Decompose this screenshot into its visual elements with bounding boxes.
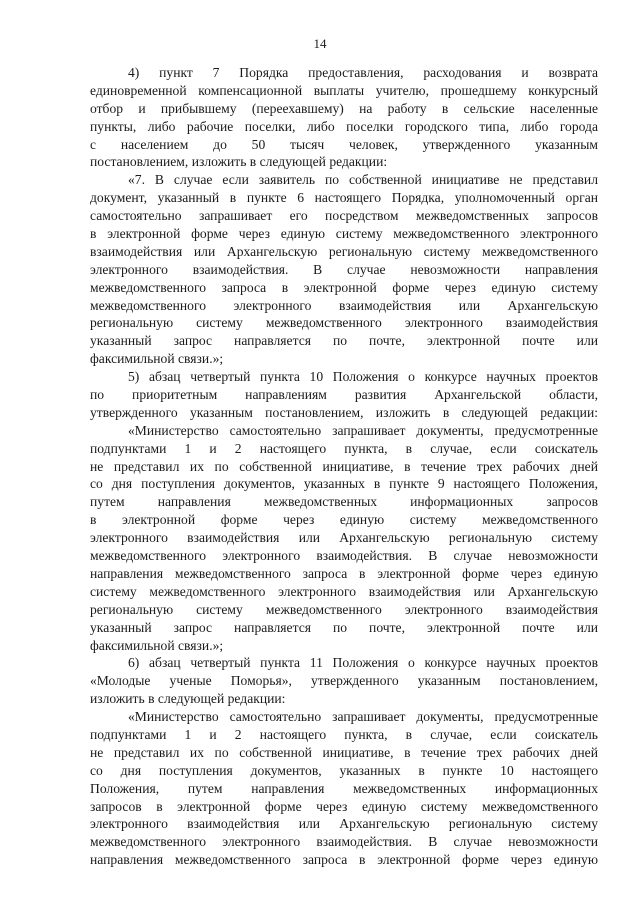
text-line: «Министерство самостоятельно запрашивает документы, предусмотренные xyxy=(128,422,598,438)
text-line: подпунктами 1 и 2 настоящего пункта, в случае, если соискатель xyxy=(90,726,598,742)
text-line: систему межведомственного электронного взаимодействия или Архангельскую xyxy=(90,583,598,599)
text-line: Положения, путем направления межведомственных информационных xyxy=(90,780,598,796)
page-number: 14 xyxy=(313,36,327,51)
text-line: изложить в следующей редакции: xyxy=(90,691,286,707)
text-line: электронного взаимодействия. В случае невозможности направления xyxy=(90,261,598,277)
text-line: направления межведомственного запроса в электронной форме через единую xyxy=(90,565,598,581)
text-line: «Министерство самостоятельно запрашивает документы, предусмотренные xyxy=(128,709,598,725)
text-line: электронного взаимодействия или Архангельскую региональную систему xyxy=(90,530,598,546)
document-body xyxy=(90,64,598,869)
text-line: самостоятельно запрашивает его посредством межведомственных запросов xyxy=(90,208,598,224)
text-line: единовременной компенсационной выплаты учителю, прошедшему конкурсный xyxy=(90,82,598,98)
text-line: межведомственного электронного взаимодействия. В случае невозможности xyxy=(90,548,598,564)
text-line: по приоритетным направлениям развития Архангельской области, xyxy=(90,387,598,403)
text-line: не представил их по собственной инициативе, в течение трех рабочих дней xyxy=(90,458,598,474)
text-line: путем направления межведомственных информационных запросов xyxy=(90,494,598,510)
text-line: с населением до 50 тысяч человек, утвержденного указанным xyxy=(90,136,598,152)
text-line: факсимильной связи.»; xyxy=(90,637,224,653)
text-line: документ, указанный в пункте 6 настоящего Порядка, уполномоченный орган xyxy=(90,190,598,206)
text-line: запросов в электронной форме через единую систему межведомственного xyxy=(90,798,598,814)
text-line: подпунктами 1 и 2 настоящего пункта, в случае, если соискатель xyxy=(90,440,598,456)
text-line: в электронной форме через единую систему межведомственного электронного xyxy=(90,226,598,242)
text-line: региональную систему межведомственного электронного взаимодействия xyxy=(90,601,598,617)
text-line: пункты, либо рабочие поселки, либо поселки городского типа, либо города xyxy=(90,118,598,134)
text-line: указанный запрос направляется по почте, электронной почте или xyxy=(90,333,598,349)
text-line: направления межведомственного запроса в электронной форме через единую xyxy=(90,852,598,868)
text-line: 5) абзац четвертый пункта 10 Положения о конкурсе научных проектов xyxy=(128,369,598,385)
text-line: факсимильной связи.»; xyxy=(90,351,224,367)
text-line: утвержденного указанным постановлением, изложить в следующей редакции: xyxy=(90,404,598,420)
text-line: региональную систему межведомственного электронного взаимодействия xyxy=(90,315,598,331)
text-line: не представил их по собственной инициативе, в течение трех рабочих дней xyxy=(90,744,598,760)
text-line: со дня поступления документов, указанных в пункте 10 настоящего xyxy=(90,762,598,778)
text-line: отбор и прибывшему (переехавшему) на работу в сельские населенные xyxy=(90,100,598,116)
text-line: межведомственного запроса в электронной форме через единую систему xyxy=(90,279,598,295)
text-line: 4) пункт 7 Порядка предоставления, расходования и возврата xyxy=(128,65,598,80)
text-line: электронного взаимодействия или Архангельскую региональную систему xyxy=(90,816,598,832)
text-line: 6) абзац четвертый пункта 11 Положения о конкурсе научных проектов xyxy=(128,655,598,671)
text-line: «7. В случае если заявитель по собственной инициативе не представил xyxy=(128,172,598,188)
text-line: межведомственного электронного взаимодействия или Архангельскую xyxy=(90,297,598,313)
text-line: со дня поступления документов, указанных в пункте 9 настоящего Положения, xyxy=(90,476,598,492)
text-line: взаимодействия или Архангельскую региональную систему межведомственного xyxy=(90,243,598,259)
text-line: межведомственного электронного взаимодействия. В случае невозможности xyxy=(90,834,598,850)
text-line: «Молодые ученые Поморья», утвержденного указанным постановлением, xyxy=(90,673,598,689)
text-line: постановлением, изложить в следующей редакции: xyxy=(90,154,388,170)
text-line: указанный запрос направляется по почте, электронной почте или xyxy=(90,619,598,635)
text-line: в электронной форме через единую систему межведомственного xyxy=(90,512,598,528)
